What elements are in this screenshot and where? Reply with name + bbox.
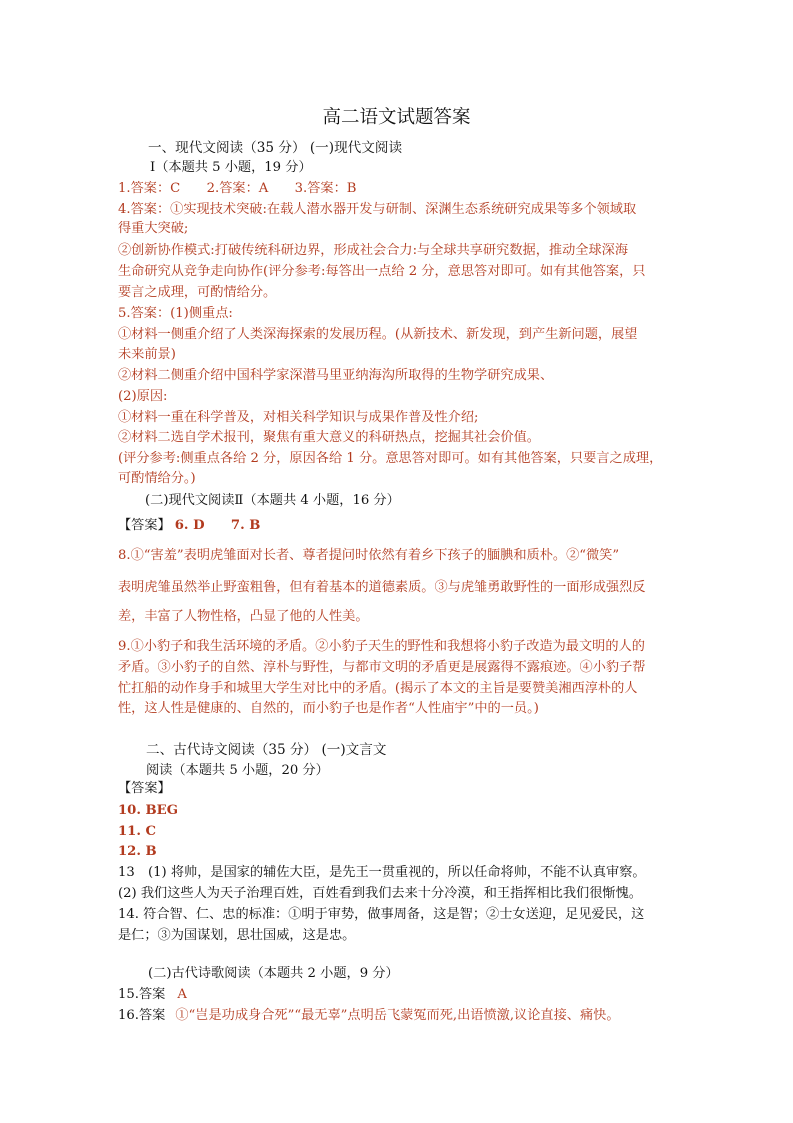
answers-1-3: 1.答案：C 2.答案：A 3.答案：B [118,181,357,196]
answer-4-line-5: 要言之成理，可酌情给分。 [118,285,277,300]
answer-4-line-2: 得重大突破; [118,221,189,236]
section-heading-classical-reading-cont: 阅读（本题共 5 小题，20 分） [146,763,329,778]
answer-9-line-1: 9.①小豹子和我生活环境的矛盾。②小豹子天生的野性和我想将小豹子改造为最文明的人的 [118,639,645,654]
page-title: 高二语文试题答案 [322,107,471,128]
answer-10: 10. BEG [118,803,178,818]
answer-15-value: A [177,987,187,1002]
answer-label: 【答案】 [118,781,171,796]
answer-4-line-1: 4.答案：①实现技术突破:在载人潜水器开发与研制、深渊生态系统研究成果等多个领域取 [118,202,637,217]
subsection-heading-1: Ⅰ（本题共 5 小题，19 分） [150,160,312,175]
answer-5-line-9: 可酌情给分。) [118,471,196,486]
answer-12: 12. B [118,844,157,859]
answer-9-line-4: 性，这人性是健康的、自然的，而小豹子也是作者“人性庙宇”中的一员。) [118,701,539,716]
answer-13-line-2: (2) 我们这些人为天子治理百姓，百姓看到我们去来十分冷漠，和王指挥相比我们很惭愧。 [118,886,642,901]
answer-9-line-2: 矛盾。③小豹子的自然、淳朴与野性，与都市文明的矛盾更是展露得不露痕迹。④小豹子帮 [118,660,646,675]
answer-5-line-6: ①材料一重在科学普及，对相关科学知识与成果作普及性介绍; [118,410,479,425]
section-heading-modern-reading: 一、现代文阅读（35 分） (一)现代文阅读 [148,140,403,156]
answer-15-label: 15.答案 [118,987,166,1002]
answer-5-line-7: ②材料二选自学术报刊，聚焦有重大意义的科研热点，挖掘其社会价值。 [118,430,540,445]
answer-4-line-3: ②创新协作模式:打破传统科研边界，形成社会合力:与全球共享研究数据，推动全球深海 [118,243,629,258]
answer-16 [118,1006,683,1025]
answer-14-line-2: 是仁；③为国谋划，思壮国威，这是忠。 [118,928,356,943]
answer-14-line-1: 14. 符合智、仁、忠的标准：①明于审势，做事周备，这是智；②士女送迎，足见爱民，这 [118,907,645,922]
answers-6-7-values: 6. D 7. B [174,518,261,533]
answer-11: 11. C [118,824,157,839]
answer-5-line-4: ②材料二侧重介绍中国科学家深潜马里亚纳海沟所取得的生物学研究成果、 [118,368,554,383]
answer-8-line-1: 8.①“害羞”表明虎雏面对长者、尊者提问时依然有着乡下孩子的腼腆和质朴。②“微笑” [118,548,620,563]
answer-8-line-3: 差，丰富了人物性格，凸显了他的人性美。 [118,609,369,624]
answers-6-7 [118,516,683,535]
answer-5-line-5: (2)原因: [118,389,168,404]
answer-16-label: 16.答案 [118,1008,166,1023]
section-heading-classical-reading: 二、古代诗文阅读（35 分） (一)文言文 [146,742,387,758]
answer-5-line-8: (评分参考:侧重点各给 2 分，原因各给 1 分。意思答对即可。如有其他答案，只要言之成理， [118,451,663,466]
answer-5-line-2: ①材料一侧重介绍了人类深海探索的发展历程。(从新技术、新发现，到产生新问题，展望 [118,327,638,342]
answer-8-line-2: 表明虎雏虽然举止野蛮粗鲁，但有着基本的道德素质。③与虎雏勇敢野性的一面形成强烈反 [118,580,646,595]
answer-15 [118,985,683,1004]
answer-5-line-3: 未来前景) [118,347,176,362]
answer-13-line-1: 13 (1) 将帅，是国家的辅佐大臣，是先王一贯重视的，所以任命将帅，不能不认真审察。 [118,865,646,880]
answer-16-value: ①“岂是功成身合死”“最无辜”点明岳飞蒙冤而死,出语愤激,议论直接、痛快。 [175,1008,620,1023]
answer-9-line-3: 忙扛船的动作身手和城里大学生对比中的矛盾。(揭示了本文的主旨是要赞美湘西淳朴的人 [118,681,638,696]
subsection-heading-poetry: (二)古代诗歌阅读（本题共 2 小题，9 分） [148,966,399,981]
answer-4-line-4: 生命研究从竞争走向协作(评分参考:每答出一点给 2 分，意思答对即可。如有其他答案，只 [118,264,646,279]
subsection-heading-2: (二)现代文阅读Ⅱ（本题共 4 小题，16 分） [145,493,400,508]
answer-label: 【答案】 [118,518,171,533]
answer-5-line-1: 5.答案：(1)侧重点: [118,306,233,321]
